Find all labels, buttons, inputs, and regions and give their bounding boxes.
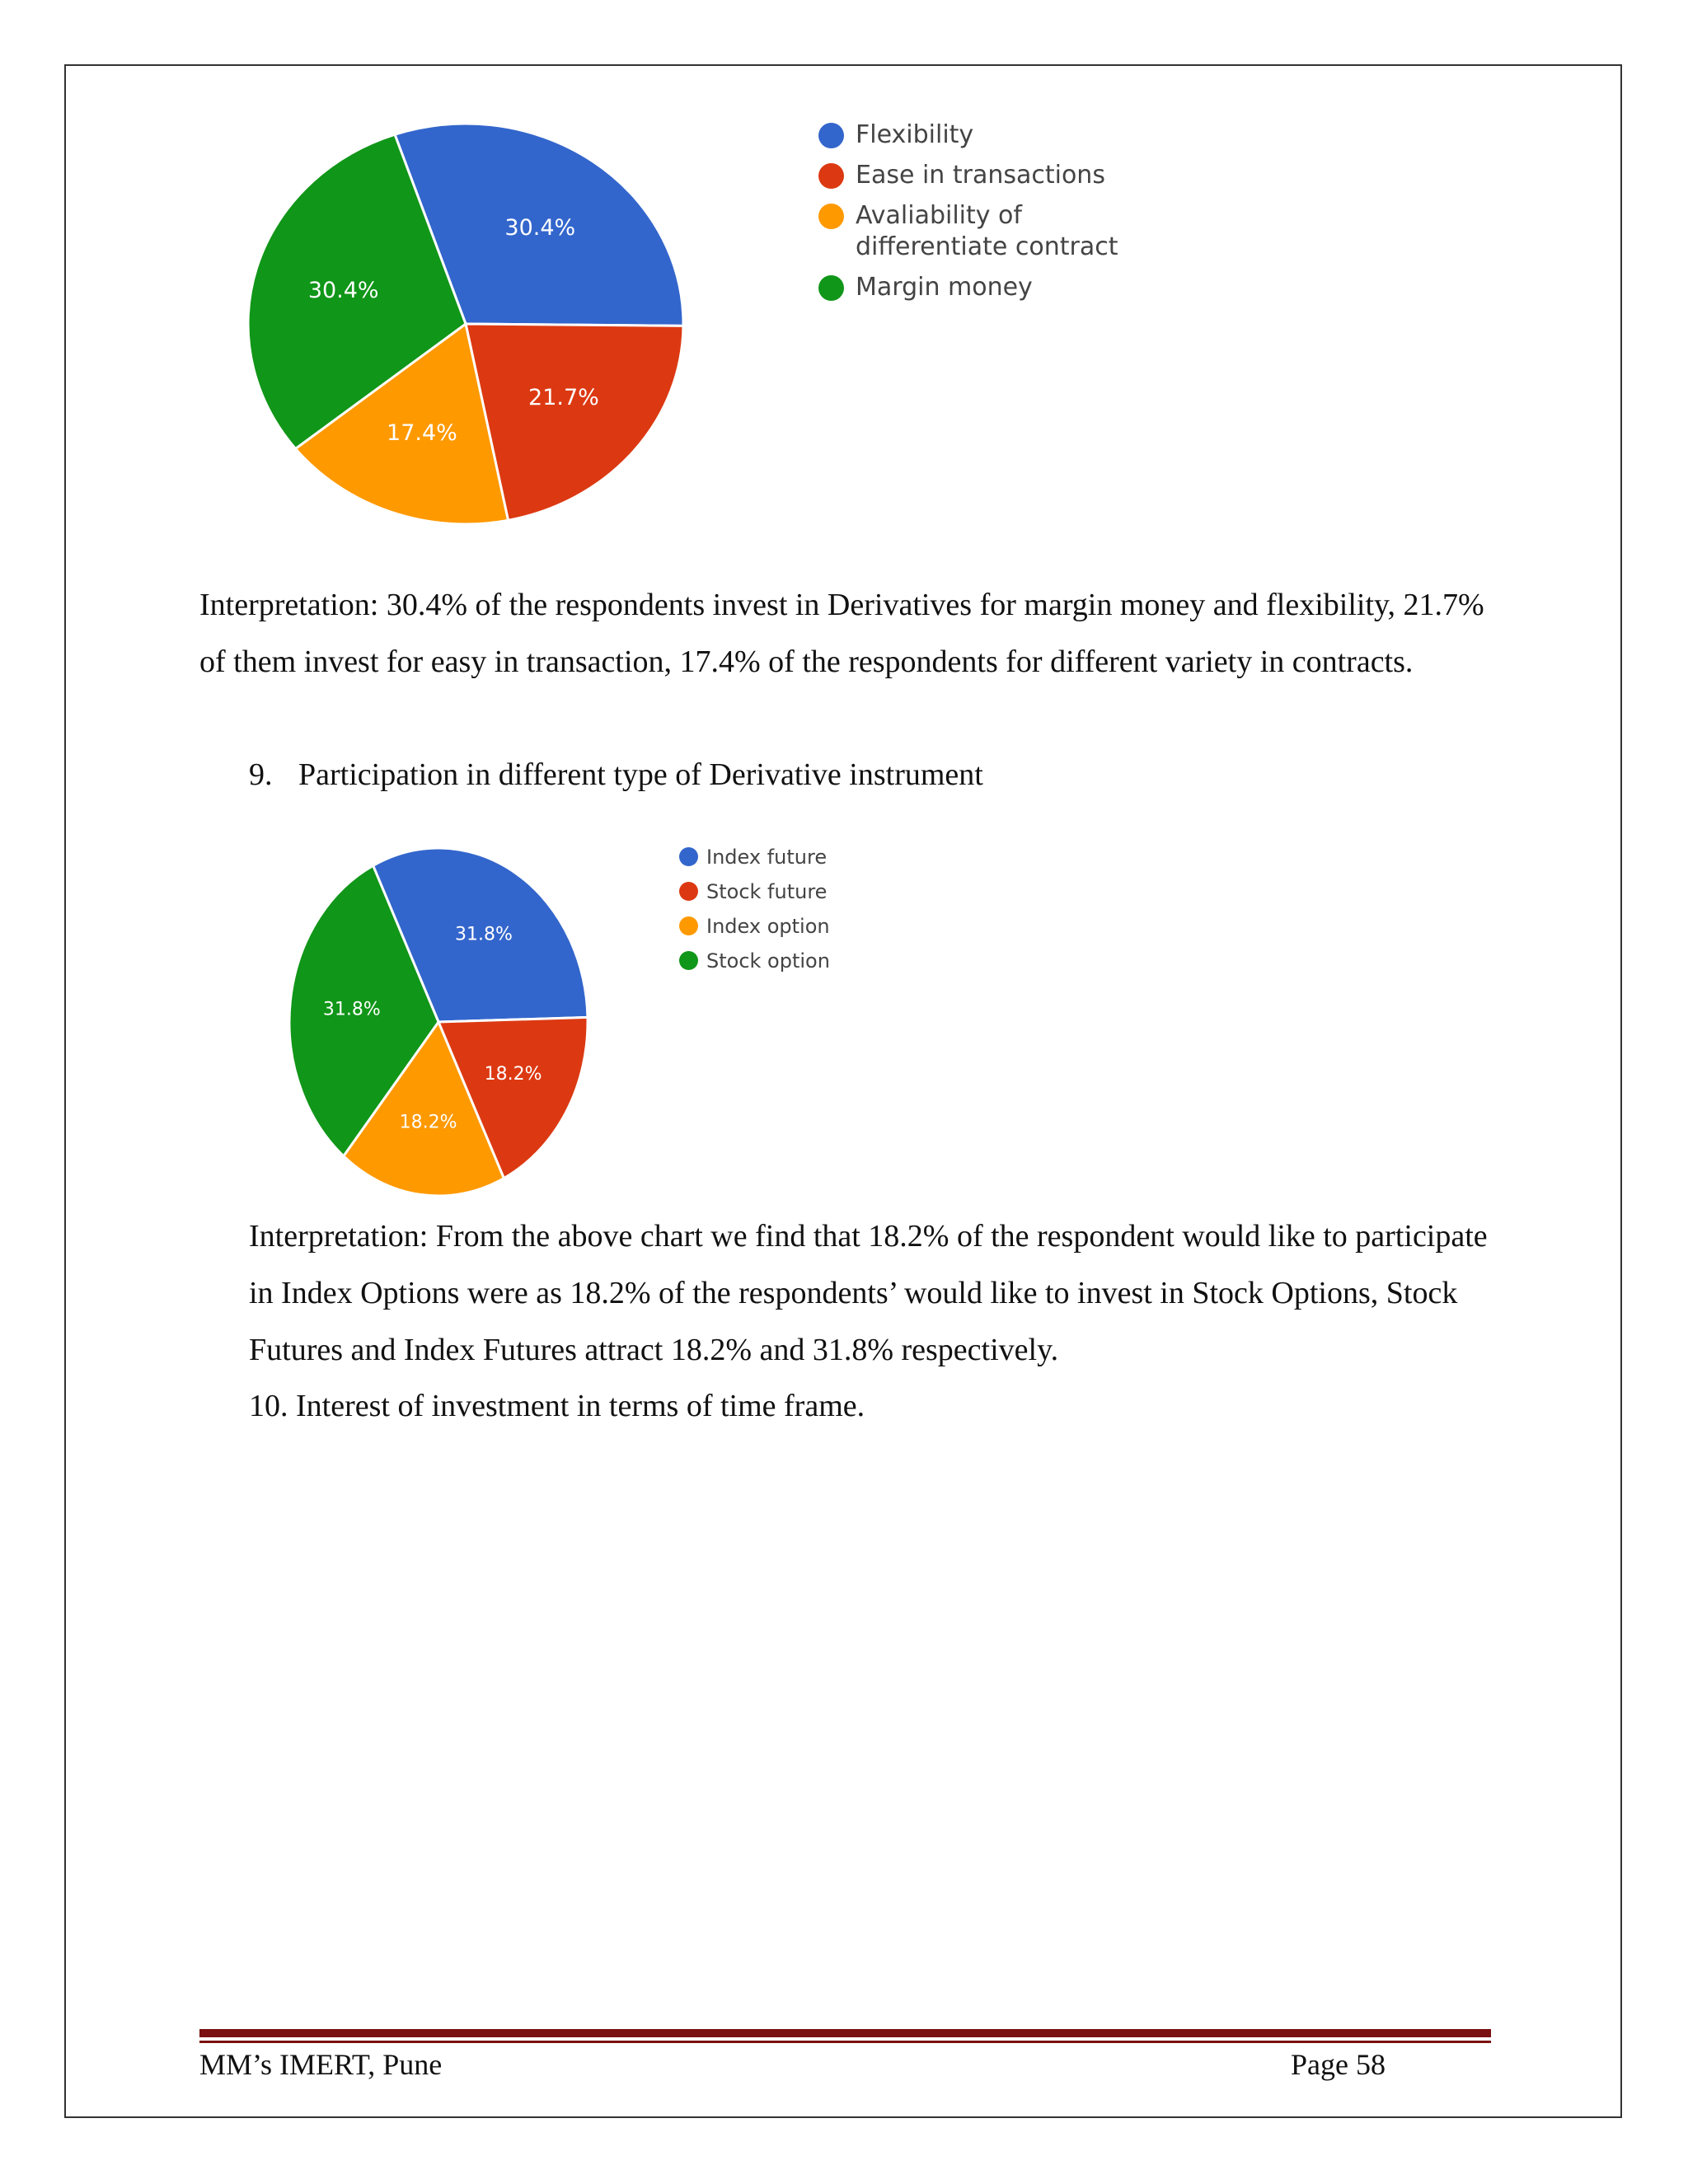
legend-label: Stock future [706, 880, 828, 903]
legend-dot-blue [818, 123, 844, 148]
legend-dot-red [679, 882, 698, 901]
legend-dot-green [818, 275, 844, 301]
legend-item-availability [818, 200, 1165, 263]
list-item-10: 10. Interest of investment in terms of time frame. [249, 1389, 865, 1423]
legend-label: Index future [706, 846, 828, 869]
legend-dot-blue [679, 847, 698, 866]
pie-slice-value-label: 30.4% [307, 277, 379, 303]
legend-item-flexibility [818, 120, 1165, 151]
legend-item-index-future [679, 845, 926, 869]
legend-item-margin-money [818, 272, 1165, 303]
pie-slice-value-label: 31.8% [322, 999, 381, 1020]
legend-label: Avaliability of differentiate contract [856, 201, 1118, 261]
pie-slice-value-label: 18.2% [399, 1112, 457, 1133]
footer-rule-thick [199, 2029, 1491, 2037]
legend-label: Ease in transactions [856, 161, 1105, 190]
list-item-text: Participation in different type of Derivative instrument [298, 757, 983, 792]
list-item-number: 9. [249, 757, 273, 792]
legend-item-ease-in-transactions [818, 160, 1165, 191]
pie-slice-value-label: 30.4% [504, 215, 576, 241]
list-item-9 [249, 747, 1485, 804]
chart2-legend [679, 845, 926, 983]
legend-dot-green [679, 951, 698, 970]
legend-label: Flexibility [856, 120, 974, 149]
pie-slice-value-label: 21.7% [528, 385, 599, 411]
interpretation-paragraph-2: Interpretation: From the above chart we find that 18.2% of the respondent would like to participate in Index Options were as 18.2% of the respondents’ would like to invest in Stock Options, Stock Futures and Index Futures attract 18.2% and 31.8% respectively. [249, 1219, 1488, 1367]
footer-page-number: Page 58 [1291, 2048, 1386, 2081]
legend-item-stock-future [679, 879, 926, 904]
legend-item-index-option [679, 914, 926, 939]
footer-rule-thin [199, 2041, 1491, 2043]
pie-slice-value-label: 31.8% [454, 924, 513, 945]
legend-dot-red [818, 163, 844, 189]
legend-dot-orange [679, 916, 698, 935]
legend-label: Index option [706, 915, 830, 938]
legend-label: Margin money [856, 273, 1033, 302]
pie-chart-reasons [247, 124, 684, 524]
pie-slice-value-label: 18.2% [484, 1064, 542, 1085]
legend-dot-orange [818, 204, 844, 229]
interpretation-paragraph-1: Interpretation: 30.4% of the respondents invest in Derivatives for margin money and flexibility, 21.7% of them invest for easy in transaction, 17.4% of the respondents for different variety in contracts. [199, 588, 1484, 679]
legend-label: Stock option [706, 949, 830, 972]
chart1-legend [818, 120, 1165, 312]
pie-slice-value-label: 17.4% [387, 419, 457, 446]
pie-chart-instruments [288, 847, 588, 1197]
legend-item-stock-option [679, 949, 926, 973]
footer-institution: MM’s IMERT, Pune [199, 2048, 443, 2081]
